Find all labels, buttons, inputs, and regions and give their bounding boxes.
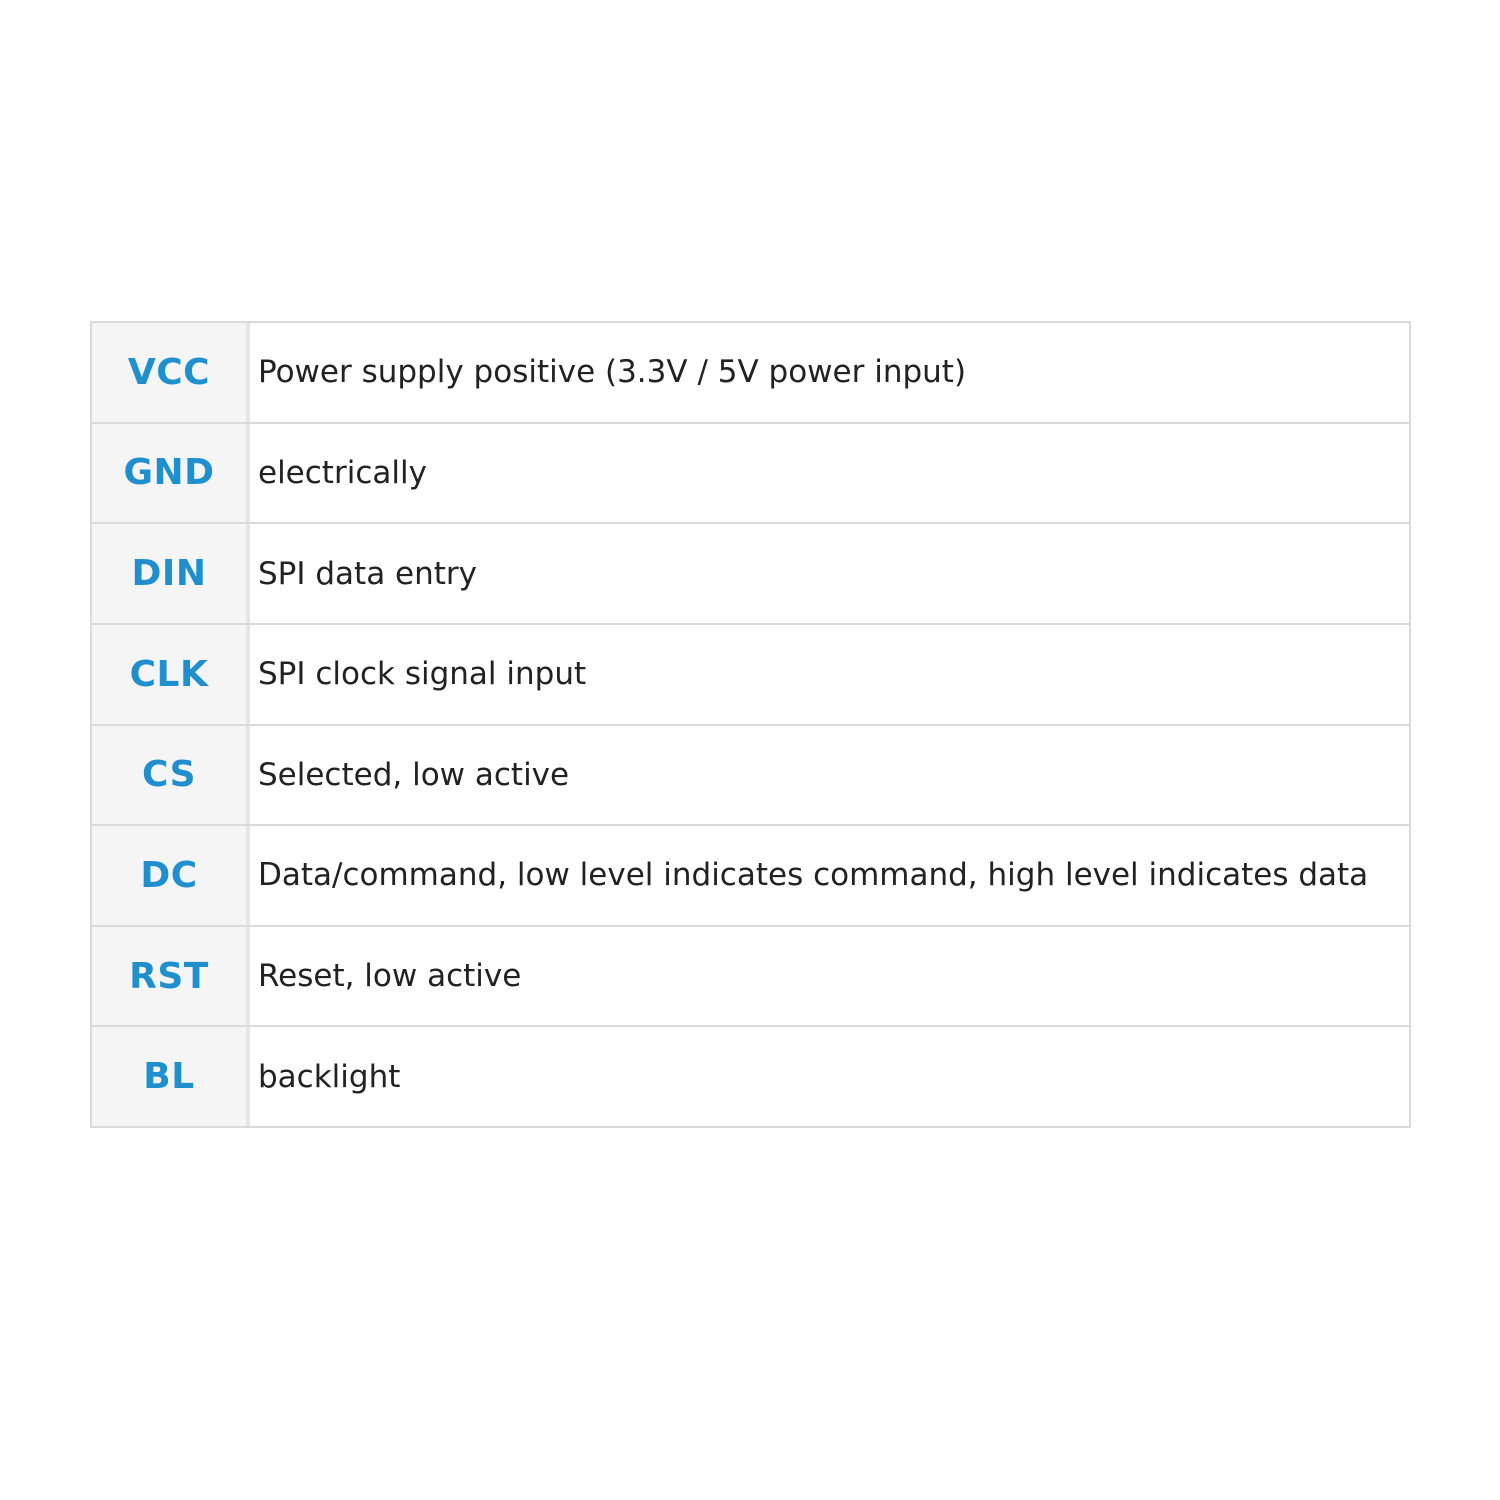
pin-description: backlight [258,1058,401,1095]
pin-description: Selected, low active [258,756,570,793]
pin-description: SPI clock signal input [258,656,587,693]
table-row-dc [92,826,1409,927]
pin-name: DIN [92,524,250,623]
table-row-gnd [92,424,1409,525]
pin-name: GND [92,424,250,523]
pin-name: CLK [92,625,250,724]
pin-name: BL [92,1027,250,1126]
pin-name: DC [92,826,250,925]
pin-description: electrically [258,454,427,491]
pin-definition-table [90,321,1411,1128]
pin-description: SPI data entry [258,555,478,592]
pin-name: VCC [92,323,250,422]
table-row-rst [92,927,1409,1028]
pin-name: RST [92,927,250,1026]
table-row-cs [92,726,1409,827]
pin-description: Reset, low active [258,958,522,995]
table-row-bl [92,1027,1409,1126]
pin-description: Power supply positive (3.3V / 5V power input) [258,354,967,391]
table-row-clk [92,625,1409,726]
table-row-vcc [92,323,1409,424]
pin-description: Data/command, low level indicates command, high level indicates data [258,857,1369,894]
pin-name: CS [92,726,250,825]
table-row-din [92,524,1409,625]
